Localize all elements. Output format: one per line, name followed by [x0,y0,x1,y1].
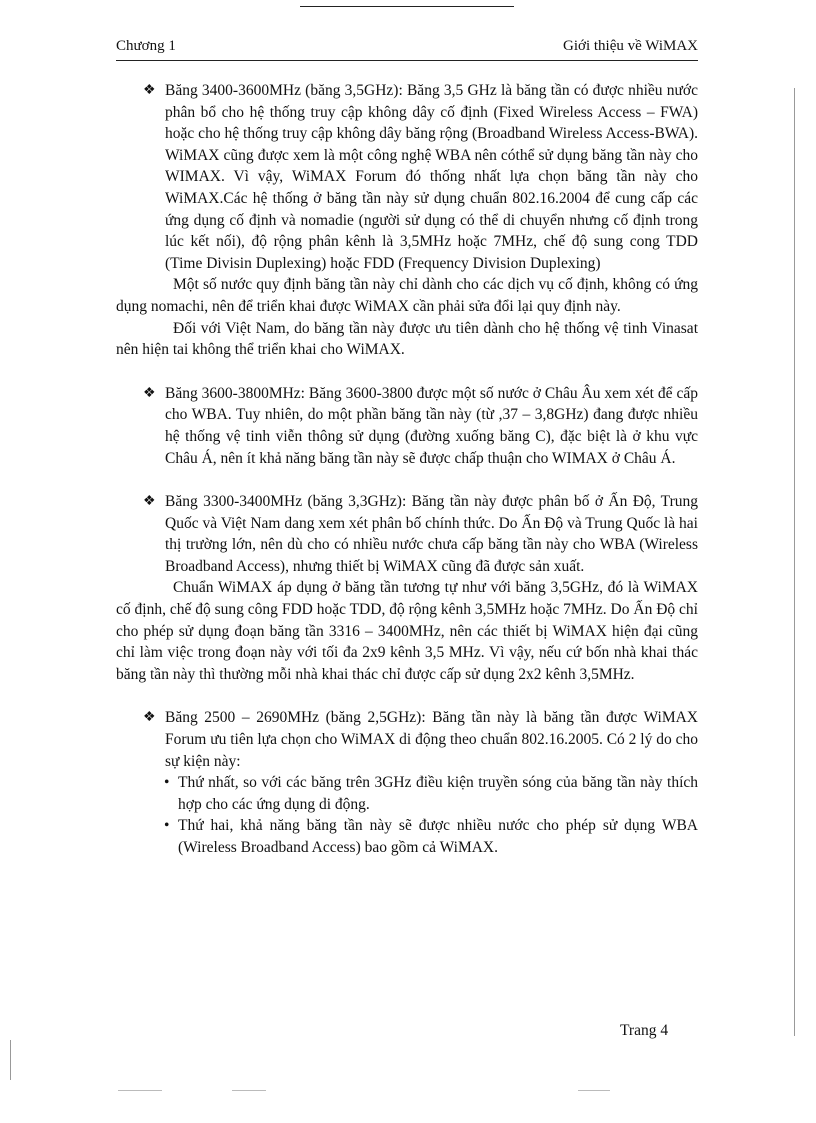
sub-bullet-item [116,815,698,858]
top-rule [300,6,514,7]
chapter-title: Giới thiệu về WiMAX [563,38,698,54]
paragraph: Đối với Việt Nam, do băng tần này được ưu tiên dành cho hệ thống vệ tinh Vinasat nên hiện tai không thể triển khai cho WiMAX. [116,319,698,359]
bullet-diamond-icon: ❖ [143,710,156,726]
bullet-text: Băng 3600-3800MHz: Băng 3600-3800 được một số nước ở Châu Âu xem xét để cấp cho WBA. Tuy nhiên, do một phần băng tần này (từ ,37 – 3,8GHz) đang được nhiều hệ thống vệ tinh viễn thông sử dụng (đường xuống băng C), đặc biệt là ở khu vực Châu Á, nên ít khả năng băng tần này sẽ được chấp thuận cho WIMAX ở Châu Á. [165,384,698,467]
scan-mark [578,1090,610,1091]
bullet-diamond-icon: ❖ [143,385,156,401]
sub-bullet-item [116,772,698,815]
right-margin-line [794,88,795,1036]
bullet-item [116,707,698,772]
page-number: Trang 4 [620,1022,669,1039]
scan-mark [118,1090,162,1091]
bullet-diamond-icon: ❖ [143,83,156,98]
left-margin-mark [10,1040,11,1080]
bullet-item [116,491,698,577]
sub-bullet-text: Thứ hai, khả năng băng tần này sẽ được nhiều nước cho phép sử dụng WBA (Wireless Broadband Access) bao gồm cả WiMAX. [178,817,698,856]
scan-mark [232,1090,266,1091]
chapter-label: Chương 1 [116,38,176,54]
bullet-item [116,383,698,469]
sub-bullet-text: Thứ nhất, so với các băng trên 3GHz điều kiện truyền sóng của băng tần này thích hợp cho các ứng dụng di động. [178,774,698,813]
bullet-text: Băng 3400-3600MHz (băng 3,5GHz): Băng 3,5 GHz là băng tần có được nhiều nước phân bổ cho hệ thống truy cập không dây cố định (Fixed Wireless Access – FWA) hoặc cho hệ thống truy cập không dây băng rộng (Broadband Wireless Access-BWA). WiMAX cũng được xem là một công nghệ WBA nên cóthể sử dụng băng tần này cho WIMAX. Vì vậy, WiMAX Forum đó thống nhất lựa chọn băng tần này cho WiMAX.Các hệ thống ở băng tần này sử dụng chuẩn 802.16.2004 để cung cấp các ứng dụng cố định và nomadie (người sử dụng có thể di chuyển nhưng cố định trong lúc kết nối), độ rộng phân kênh là 3,5MHz hoặc 7MHz, chế độ sung cong TDD (Time Divisin Duplexing) hoặc FDD (Frequency Division Duplexing) [165,82,698,272]
paragraph: Một số nước quy định băng tần này chỉ dành cho các dịch vụ cố định, không có ứng dụng nomachi, nên để triển khai được WiMAX cần phải sửa đổi lại quy định này. [116,276,698,315]
document-body [116,80,698,859]
bullet-dot-icon: • [164,774,170,792]
bullet-text: Băng 3300-3400MHz (băng 3,3GHz): Băng tần này được phân bố ở Ấn Độ, Trung Quốc và Việt Nam dang xem xét phân bố chính thức. Do Ấn Độ và Trung Quốc là hai thị trường lớn, nên dù cho có nhiều nước chưa cấp băng tần này cho WBA (Wireless Broadband Access), nhưng thiết bị WiMAX cũng đã được sản xuất. [165,493,698,575]
bullet-dot-icon: • [164,817,170,835]
paragraph: Chuẩn WiMAX áp dụng ở băng tần tương tự như với băng 3,5GHz, đó là WiMAX cố định, chế độ sung công FDD hoặc TDD, độ rộng kênh 3,5MHz hoặc 7MHz. Do Ấn Độ chỉ cho phép sử dụng đoạn băng tần 3316 – 3400MHz, nên các thiết bị WiMAX hiện đại cũng chỉ làm việc trong đoạn này với tối đa 2x9 kênh 3,5 MHz. Vì vậy, nếu cứ bốn nhà khai thác băng tần này thì thường mỗi nhà khai thác chỉ được cấp sử dụng 2x2 kênh 3,5MHz. [116,579,698,683]
bullet-item [116,80,698,274]
page-header [116,38,698,61]
bullet-diamond-icon: ❖ [143,494,156,510]
bullet-text: Băng 2500 – 2690MHz (băng 2,5GHz): Băng tần này là băng tần được WiMAX Forum ưu tiên lựa chọn cho WiMAX di động theo chuẩn 802.16.2005. Có 2 lý do cho sự kiện này: [165,709,698,770]
